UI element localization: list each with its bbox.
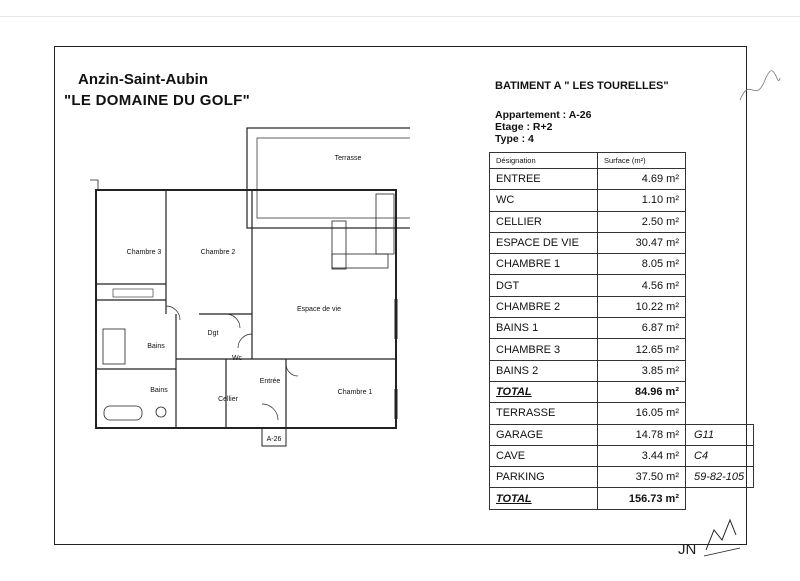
cell-designation: CHAMBRE 2 — [490, 296, 598, 317]
cell-designation: CAVE — [490, 445, 598, 466]
cell-designation: TERRASSE — [490, 403, 598, 424]
extra-row — [490, 403, 754, 424]
terrace-inner — [257, 138, 410, 218]
cell-designation: BAINS 2 — [490, 360, 598, 381]
cell-designation: PARKING — [490, 467, 598, 488]
cell-surface: 3.44 m² — [598, 445, 686, 466]
cell-surface: 16.05 m² — [598, 403, 686, 424]
table-row — [490, 339, 754, 360]
label-chambre1: Chambre 1 — [337, 389, 373, 396]
top-rule — [0, 16, 800, 17]
table-header — [490, 153, 754, 169]
cell-designation: TOTAL — [490, 488, 598, 509]
terrace-outline — [247, 128, 410, 228]
table-row — [490, 190, 754, 211]
cell-surface: 4.56 m² — [598, 275, 686, 296]
building-title: BATIMENT A " LES TOURELLES" — [495, 80, 669, 92]
label-chambre2: Chambre 2 — [200, 249, 236, 256]
cell-surface: 6.87 m² — [598, 318, 686, 339]
cell-surface: 30.47 m² — [598, 232, 686, 253]
cell-surface: 1.10 m² — [598, 190, 686, 211]
extra-row — [490, 445, 754, 466]
project-title: "LE DOMAINE DU GOLF" — [64, 92, 251, 109]
table-row — [490, 169, 754, 190]
label-espace: Espace de vie — [297, 306, 341, 313]
label-wc: Wc — [231, 355, 243, 362]
cell-surface: 8.05 m² — [598, 254, 686, 275]
cell-surface: 37.50 m² — [598, 467, 686, 488]
apartment-number: Appartement : A-26 — [495, 109, 592, 121]
table-row — [490, 275, 754, 296]
cell-designation: CHAMBRE 3 — [490, 339, 598, 360]
cell-surface: 14.78 m² — [598, 424, 686, 445]
apartment-type: Type : 4 — [495, 133, 534, 145]
cell-surface: 4.69 m² — [598, 169, 686, 190]
surface-table — [489, 152, 754, 510]
margin-scribble — [735, 70, 785, 110]
cell-reference: 59-82-105 — [686, 467, 754, 488]
label-entree: Entrée — [259, 378, 281, 385]
apartment-floor: Etage : R+2 — [495, 121, 553, 133]
cell-designation: TOTAL — [490, 381, 598, 402]
unit-tag: A-26 — [266, 436, 282, 443]
cell-surface: 10.22 m² — [598, 296, 686, 317]
cell-surface: 156.73 m² — [598, 488, 686, 509]
subtotal-row — [490, 381, 754, 402]
signature-mark — [678, 510, 748, 560]
table-row — [490, 318, 754, 339]
cell-designation: ESPACE DE VIE — [490, 232, 598, 253]
header-designation: Désignation — [490, 153, 598, 169]
label-cellier: Cellier — [218, 396, 238, 403]
cell-designation: ENTREE — [490, 169, 598, 190]
extra-row — [490, 467, 754, 488]
cell-designation: BAINS 1 — [490, 318, 598, 339]
label-chambre3: Chambre 3 — [126, 249, 162, 256]
cell-reference: C4 — [686, 445, 754, 466]
label-bains1: Bains — [147, 343, 165, 350]
extra-row — [490, 424, 754, 445]
cell-surface: 3.85 m² — [598, 360, 686, 381]
apartment-info — [495, 109, 591, 145]
cell-surface: 84.96 m² — [598, 381, 686, 402]
label-terrasse: Terrasse — [334, 155, 362, 162]
table-row — [490, 254, 754, 275]
cell-designation: WC — [490, 190, 598, 211]
header-surface: Surface (m²) — [598, 153, 686, 169]
cell-designation: CHAMBRE 1 — [490, 254, 598, 275]
svg-text:JN: JN — [678, 541, 697, 558]
cell-reference: G11 — [686, 424, 754, 445]
label-bains2: Bains — [150, 387, 168, 394]
cell-designation: DGT — [490, 275, 598, 296]
floor-plan — [86, 124, 410, 454]
label-dgt: Dgt — [207, 330, 219, 337]
cell-surface: 12.65 m² — [598, 339, 686, 360]
cell-designation: CELLIER — [490, 211, 598, 232]
table-row — [490, 232, 754, 253]
cell-surface: 2.50 m² — [598, 211, 686, 232]
table-row — [490, 211, 754, 232]
table-row — [490, 296, 754, 317]
city-title: Anzin-Saint-Aubin — [78, 71, 208, 88]
grand-total-row — [490, 488, 754, 509]
cell-designation: GARAGE — [490, 424, 598, 445]
table-row — [490, 360, 754, 381]
